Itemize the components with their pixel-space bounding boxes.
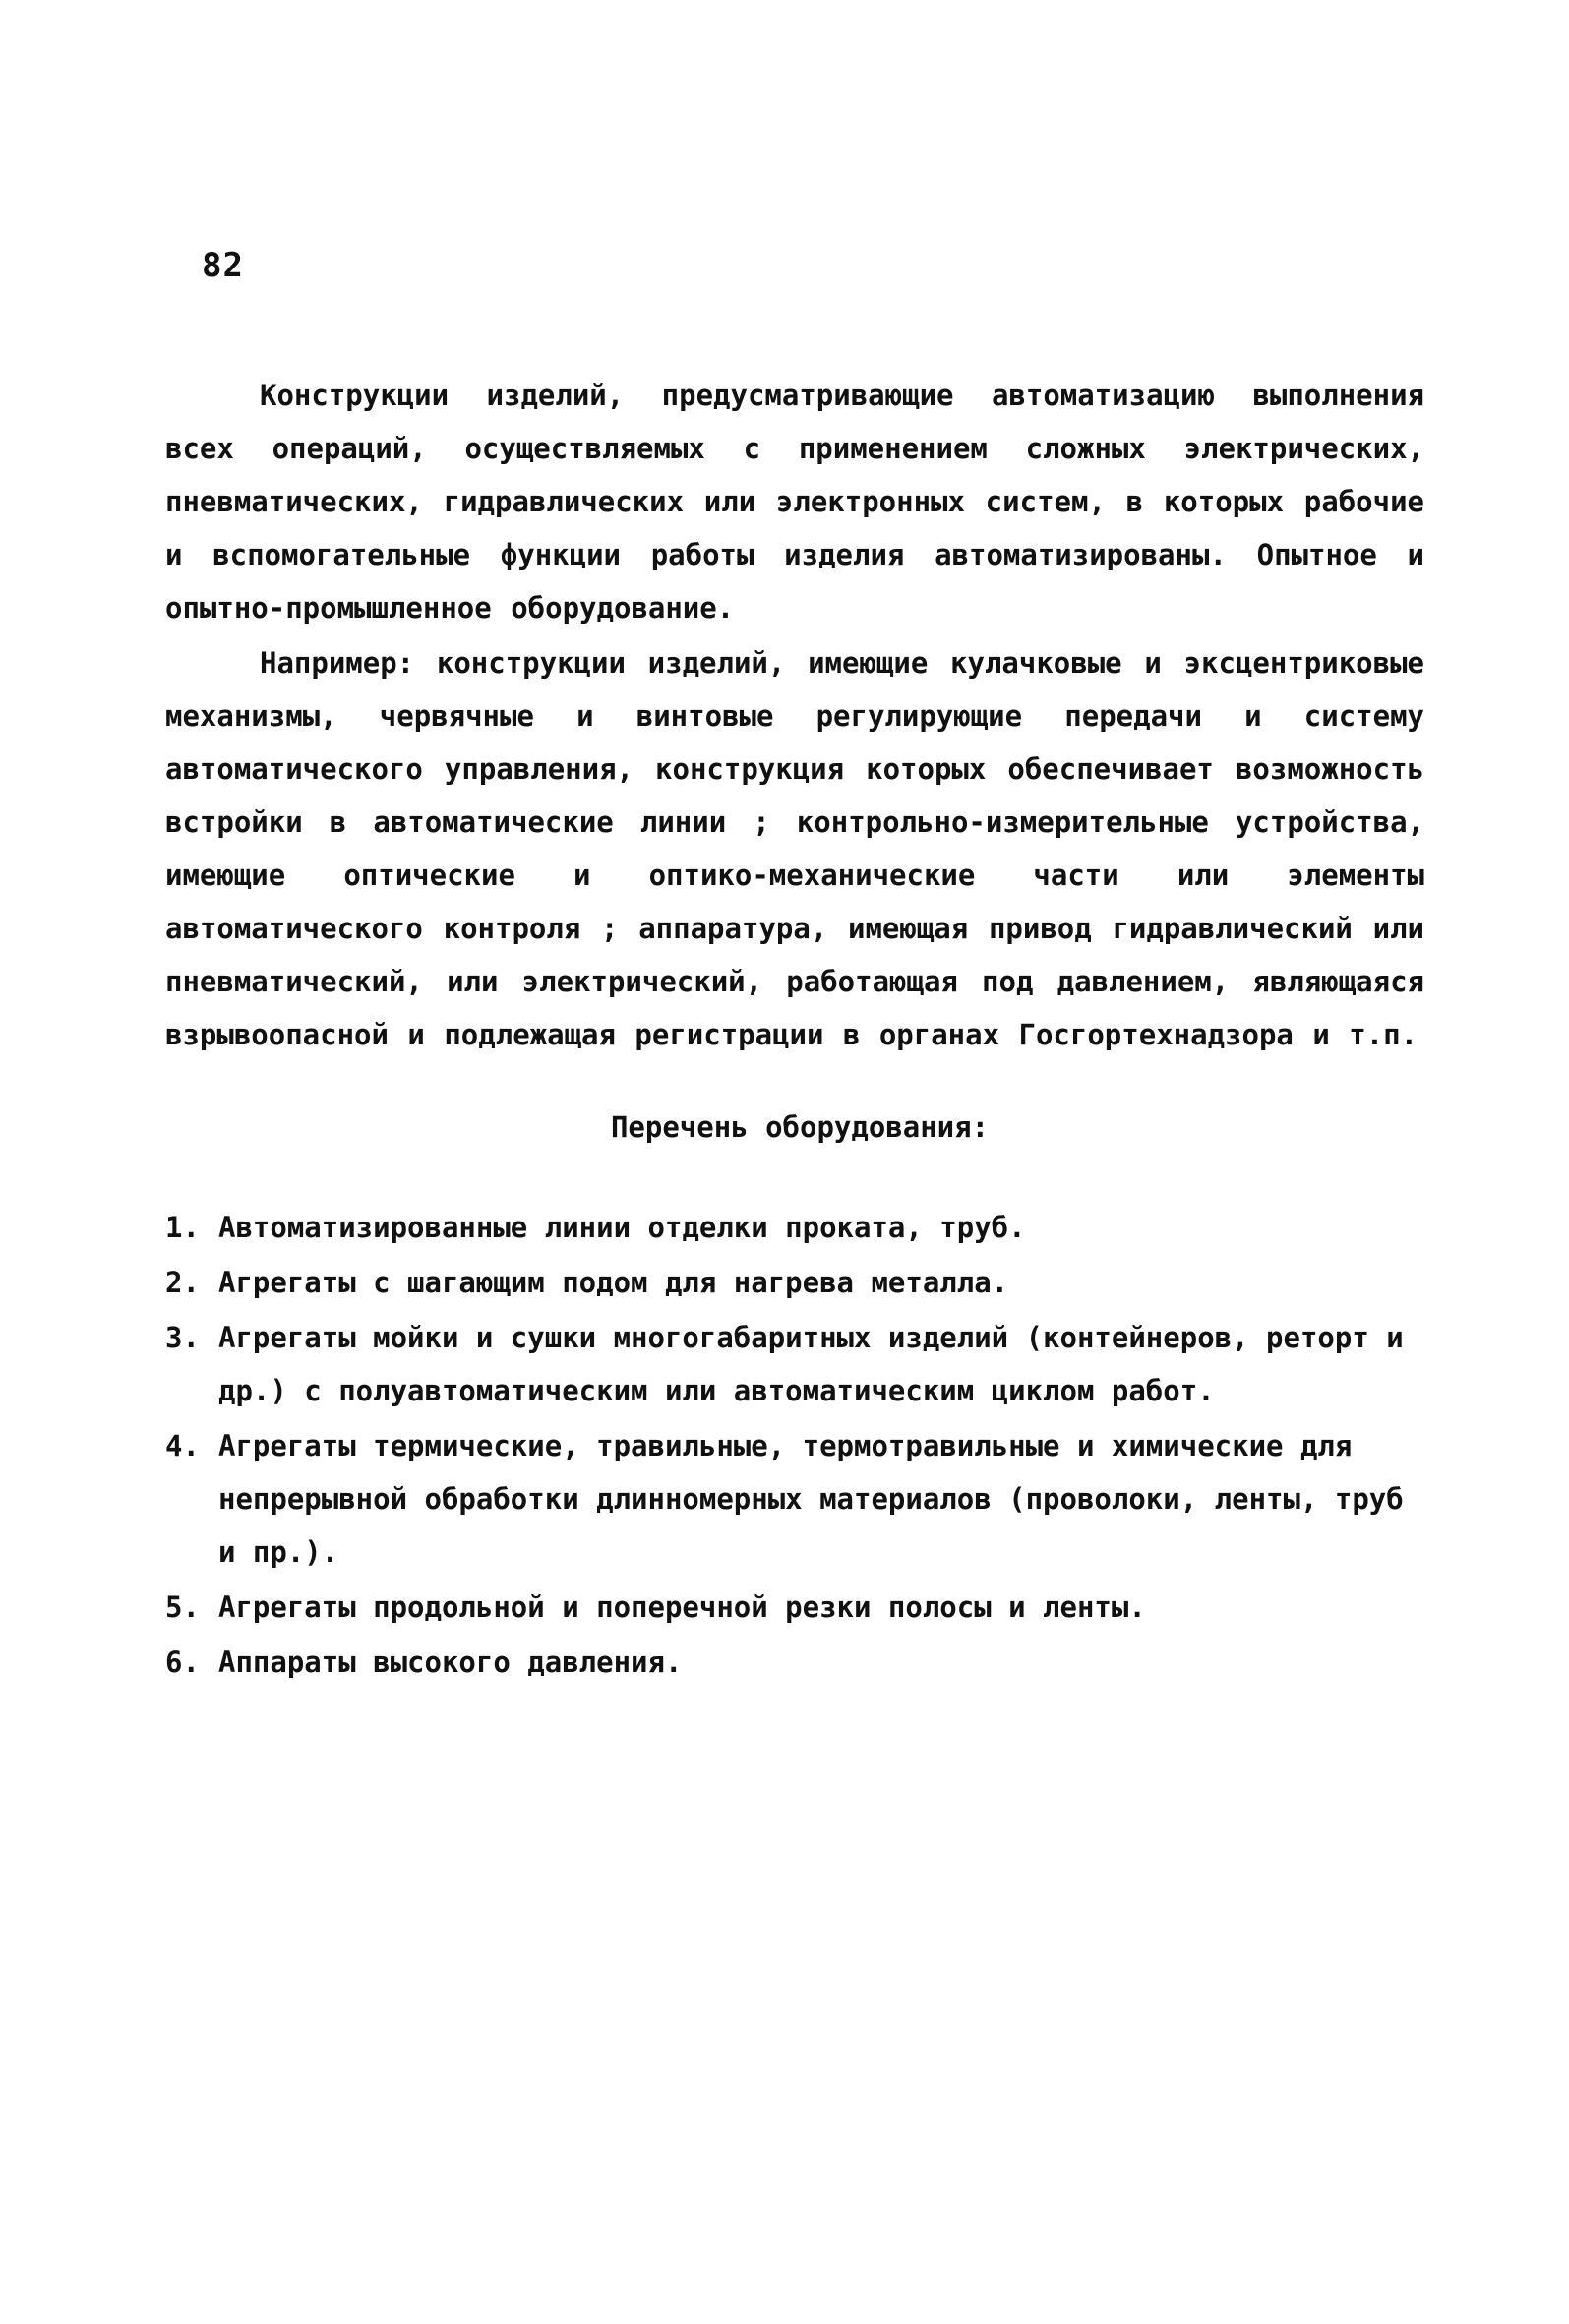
list-item-text: Аппараты высокого давления. [218,1645,683,1679]
list-item [165,1580,1424,1634]
paragraph-design-description: Конструкции изделий, предусматривающие автоматизацию выполнения всех операций, осуществляемых с применением сложных электрических, пневматических, гидравлических или электронных систем, в которых рабочие и вспомогательные функции работы изделия автоматизированы. Опытное и опытно-промышленное оборудование. [165,379,1424,625]
list-item [165,1256,1424,1309]
page-number: 82 [202,246,244,285]
list-item [165,1419,1424,1579]
list-item-number: 4. [165,1429,200,1462]
equipment-list-heading: Перечень оборудования: [610,1110,990,1144]
list-item-text: Агрегаты термические, травильные, термотравильные и химические для непрерывной обработки длинномерных материалов (проволоки, ленты, труб и пр.). [218,1429,1404,1569]
list-item-number: 1. [165,1211,200,1244]
list-item-number: 6. [165,1645,200,1679]
list-item-text: Автоматизированные линии отделки проката, труб. [218,1211,1026,1244]
list-item-number: 3. [165,1321,200,1354]
list-item-text: Агрегаты с шагающим подом для нагрева металла. [218,1266,1009,1299]
list-item-text: Агрегаты продольной и поперечной резки полосы и ленты. [218,1590,1146,1624]
list-item [165,1636,1424,1689]
list-item [165,1311,1424,1417]
list-item-number: 5. [165,1590,200,1624]
paragraph-examples: Например: конструкции изделий, имеющие кулачковые и эксцентриковые механизмы, червячные и винтовые регулирующие передачи и систему автоматического управления, конструкция которых обеспечивает возможность встройки в автоматические линии ; контрольно-измерительные устройства, имеющие оптические и оптико-механические части или элементы автоматического контроля ; аппаратура, имеющая привод гидравлический или пневматический, или электрический, работающая под давлением, являющаяся взрывоопасной и подлежащая регистрации в органах Госгортехнадзора и т.п. [165,646,1424,1051]
document-body [165,369,1424,1691]
list-item-text: Агрегаты мойки и сушки многогабаритных изделий (контейнеров, реторт и др.) с полуавтоматическим или автоматическим циклом работ. [218,1321,1404,1407]
equipment-list [165,1201,1424,1689]
list-item [165,1201,1424,1254]
list-item-number: 2. [165,1266,200,1299]
